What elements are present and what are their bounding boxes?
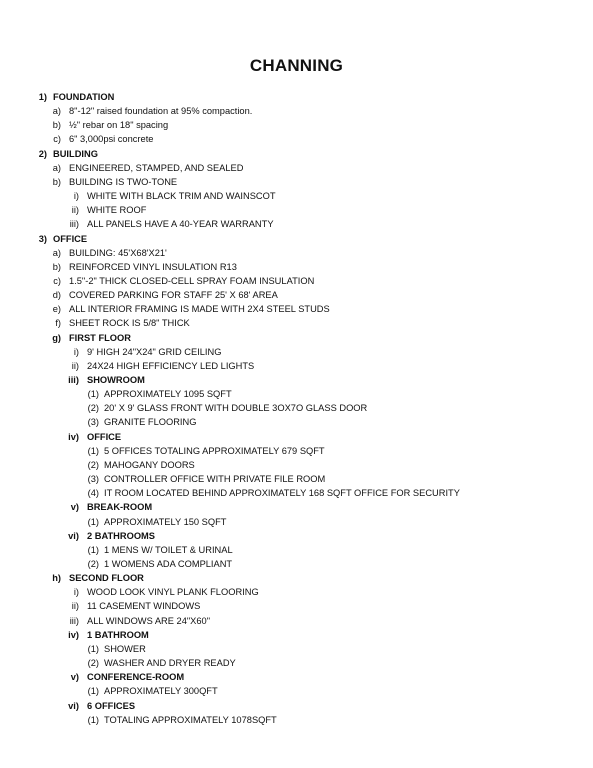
outline-text: COVERED PARKING FOR STAFF 25' X 68' AREA: [69, 290, 278, 301]
outline-marker: (1): [87, 445, 99, 456]
outline-text: SHOWER: [104, 643, 146, 654]
outline-marker: (2): [87, 559, 99, 569]
outline-text: WASHER AND DRYER READY: [104, 658, 236, 668]
outline-text: 8"-12" raised foundation at 95% compaction.: [69, 106, 253, 117]
outline-text: SHEET ROCK IS 5/8" THICK: [69, 318, 190, 329]
outline-text: BUILDING IS TWO-TONE: [69, 176, 178, 187]
outline-marker: iv): [68, 431, 79, 442]
outline-text: 6 OFFICES: [87, 700, 136, 711]
outline-text: 1.5"-2" THICK CLOSED-CELL SPRAY FOAM INSULATION: [69, 276, 315, 286]
outline-marker: iii): [68, 375, 79, 385]
outline-marker: (1): [87, 389, 99, 400]
outline-text: APPROXIMATELY 150 SQFT: [104, 516, 227, 527]
outline-marker: (1): [87, 516, 99, 527]
outline-marker: ii): [71, 601, 79, 612]
outline-marker: (3): [87, 417, 99, 428]
outline-marker: b): [52, 176, 61, 187]
outline-text: 24X24 HIGH EFFICIENCY LED LIGHTS: [87, 360, 255, 371]
outline-text: ALL WINDOWS ARE 24"X60": [87, 615, 211, 626]
outline-marker: vi): [68, 700, 79, 711]
outline-text: SECOND FLOOR: [69, 573, 144, 584]
outline-text: 5 OFFICES TOTALING APPROXIMATELY 679 SQFT: [104, 445, 325, 456]
outline-marker: v): [70, 502, 79, 513]
outline-text: ALL INTERIOR FRAMING IS MADE WITH 2X4 STEEL STUDS: [69, 304, 330, 315]
outline-marker: (4): [87, 488, 99, 499]
outline-marker: (3): [87, 474, 99, 485]
outline-text: OFFICE: [53, 233, 88, 244]
outline-marker: vi): [68, 530, 79, 541]
outline-text: WOOD LOOK VINYL PLANK FLOORING: [87, 587, 259, 598]
outline-text: CONFERENCE-ROOM: [87, 672, 185, 683]
outline-marker: (2): [87, 403, 99, 414]
outline-marker: ii): [71, 360, 79, 371]
outline-text: 1 MENS W/ TOILET & URINAL: [104, 544, 233, 555]
outline-marker: b): [52, 120, 61, 131]
outline-marker: v): [70, 672, 79, 683]
outline-text: 2 BATHROOMS: [87, 530, 156, 541]
outline-marker: (1): [87, 544, 99, 555]
outline-marker: a): [52, 106, 61, 117]
outline-text: WHITE WITH BLACK TRIM AND WAINSCOT: [87, 191, 276, 202]
outline-marker: i): [73, 191, 79, 202]
outline-text: WHITE ROOF: [87, 205, 147, 216]
outline-marker: b): [52, 261, 61, 272]
outline-marker: (1): [87, 643, 99, 654]
outline-text: 11 CASEMENT WINDOWS: [87, 601, 201, 612]
outline-text: IT ROOM LOCATED BEHIND APPROXIMATELY 168 SQFT OFFICE FOR SECURITY: [104, 488, 460, 499]
outline-marker: 1): [38, 92, 47, 102]
outline-marker: i): [73, 587, 79, 598]
outline-marker: (2): [87, 459, 99, 470]
outline-text: ALL PANELS HAVE A 40-YEAR WARRANTY: [87, 219, 274, 230]
outline-marker: iii): [69, 219, 79, 230]
outline-text: MAHOGANY DOORS: [104, 459, 195, 470]
outline-text: ½" rebar on 18" spacing: [69, 120, 169, 131]
outline-text: BREAK-ROOM: [87, 502, 153, 513]
outline-text: OFFICE: [87, 431, 122, 442]
outline-text: BUILDING: 45'X68'X21': [69, 247, 167, 258]
outline-text: 6" 3,000psi concrete: [69, 134, 154, 145]
outline-text: 20' X 9' GLASS FRONT WITH DOUBLE 3OX7O GLASS DOOR: [104, 403, 368, 414]
outline-marker: a): [52, 247, 61, 258]
outline-marker: g): [52, 332, 61, 343]
outline-text: 9' HIGH 24"X24" GRID CEILING: [87, 346, 222, 357]
outline-marker: (2): [87, 658, 99, 668]
outline-text: 1 WOMENS ADA COMPLIANT: [104, 559, 233, 569]
outline-text: CONTROLLER OFFICE WITH PRIVATE FILE ROOM: [104, 474, 326, 485]
outline-marker: a): [52, 162, 61, 173]
outline-text: FIRST FLOOR: [69, 332, 131, 343]
outline-text: APPROXIMATELY 1095 SQFT: [104, 389, 232, 400]
outline-marker: c): [53, 276, 61, 286]
outline-marker: c): [53, 134, 61, 145]
outline-marker: d): [52, 290, 61, 301]
outline-marker: (1): [87, 714, 99, 725]
outline-text: APPROXIMATELY 300QFT: [104, 686, 218, 697]
outline-text: GRANITE FLOORING: [104, 417, 197, 428]
outline-marker: iii): [69, 615, 79, 626]
outline-marker: e): [52, 304, 61, 315]
outline-marker: f): [55, 318, 61, 329]
outline-text: BUILDING: [53, 148, 98, 159]
outline-marker: 2): [38, 148, 47, 159]
outline-marker: (1): [87, 686, 99, 697]
outline-text: SHOWROOM: [87, 375, 145, 385]
outline-marker: i): [73, 346, 79, 357]
outline-marker: h): [52, 573, 61, 584]
outline-marker: 3): [38, 233, 47, 244]
outline-text: REINFORCED VINYL INSULATION R13: [69, 261, 237, 272]
outline-text: 1 BATHROOM: [87, 629, 149, 640]
outline-text: FOUNDATION: [53, 92, 115, 102]
outline-marker: ii): [71, 205, 79, 216]
document-title: CHANNING: [249, 56, 344, 75]
outline-text: ENGINEERED, STAMPED, AND SEALED: [69, 162, 244, 173]
outline-text: TOTALING APPROXIMATELY 1078SQFT: [104, 714, 277, 725]
outline-marker: iv): [68, 629, 79, 640]
